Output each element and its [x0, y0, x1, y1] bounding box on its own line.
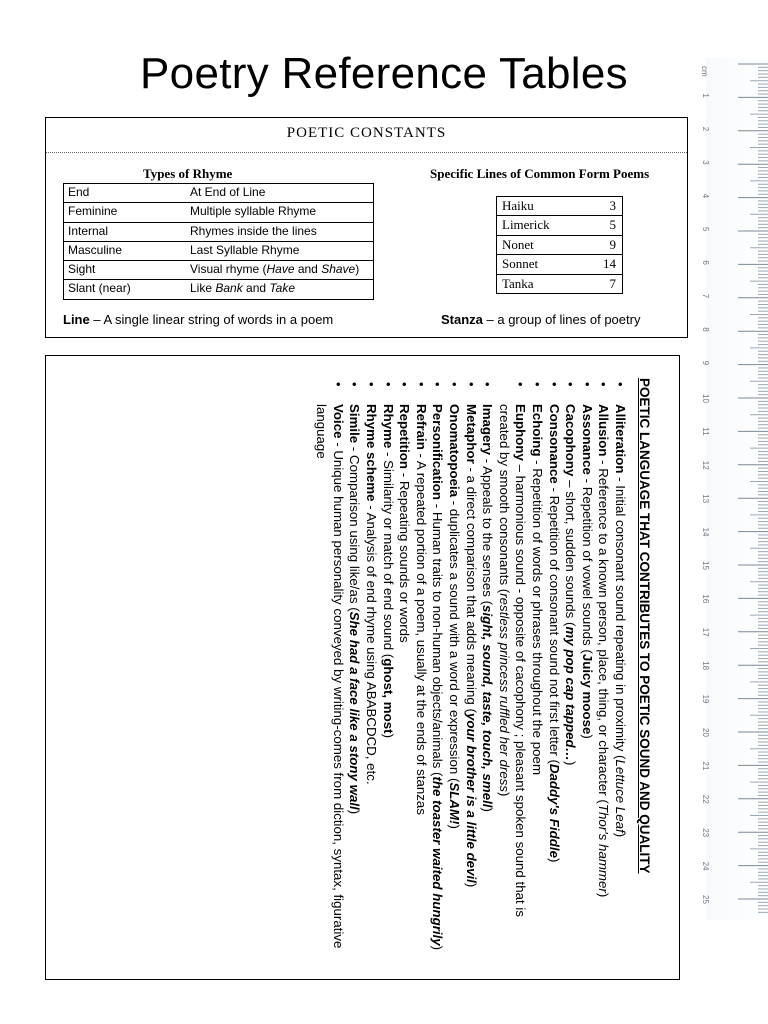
ruler-number: 13 — [701, 494, 710, 504]
bold-run: Alliteration — [613, 404, 628, 474]
bold-run: Simile — [347, 404, 363, 444]
rhyme-types-table — [63, 183, 374, 300]
text-run: Like — [190, 281, 216, 296]
bold-italic-example: sight, sound, taste, touch, smell — [480, 605, 496, 808]
line-term: Line — [63, 312, 90, 327]
poetic-device-item — [462, 378, 479, 963]
bold-italic-example: SLAM! — [447, 782, 463, 825]
text-run: - A repeated portion of a poem, usually at the ends of stanzas — [413, 449, 429, 815]
poetic-language-list — [313, 378, 628, 963]
poetic-device-item — [611, 378, 628, 963]
italic-example: Shave — [321, 262, 356, 277]
ruler-number: 24 — [701, 861, 710, 871]
rhyme-row — [64, 242, 373, 261]
ruler-number: 22 — [701, 794, 710, 804]
poetic-device-item — [363, 378, 380, 963]
bold-run: ghost, most — [380, 658, 396, 734]
poetic-language-heading: POETIC LANGUAGE THAT CONTRIBUTES TO POETIC SOUND AND QUALITY — [637, 378, 652, 874]
ruler-number: 16 — [701, 594, 710, 604]
ruler-number: 14 — [701, 527, 710, 537]
rhyme-term: Sight — [68, 262, 96, 277]
italic-example: Take — [269, 281, 295, 296]
poetic-device-item — [495, 378, 528, 963]
text-run: – harmonious sound - opposite of cacophony ; pleasant spoken sound that is created by smooth consonants ( — [496, 404, 529, 917]
poetic-device-item — [562, 378, 579, 963]
form-name: Haiku — [502, 198, 534, 213]
poetic-device-item — [429, 378, 446, 963]
page-title: Poetry Reference Tables — [140, 49, 628, 98]
text-run: - Reference to a known person, place, thing, or character ( — [596, 456, 612, 804]
bold-run: Refrain — [413, 404, 429, 450]
text-run: - Repetition of consonant sound not first letter ( — [546, 483, 562, 764]
ruler-number: 21 — [701, 761, 710, 771]
form-name: Sonnet — [502, 256, 539, 272]
line-definition — [63, 312, 333, 327]
ruler-number: 17 — [701, 627, 710, 637]
text-run: - Unique human personality conveyed by writing-comes from diction, syntax, figurative language — [314, 404, 346, 949]
text-run: ) — [613, 832, 628, 838]
ruler-number: 11 — [701, 427, 710, 436]
ruler-number: 3 — [701, 160, 710, 165]
text-run: Visual rhyme ( — [190, 262, 267, 277]
text-run: - a direct comparison that adds meaning ( — [463, 463, 479, 713]
rhyme-definition — [190, 203, 373, 221]
bold-italic-example: She had a face like a stony wall — [347, 611, 363, 810]
poetic-device-item — [578, 378, 595, 963]
ruler-number: 19 — [701, 694, 710, 704]
ruler-number: 8 — [701, 327, 710, 332]
poetic-device-item — [412, 378, 429, 963]
rotated-content — [94, 378, 654, 963]
bold-run: Consonance — [546, 404, 562, 484]
ruler-number: 23 — [701, 828, 710, 838]
constants-heading: POETIC CONSTANTS — [286, 125, 447, 141]
ruler-scale — [700, 58, 768, 920]
rhyme-row — [64, 261, 373, 280]
ruler-number: 7 — [701, 293, 710, 299]
text-run: - Repeating sounds or words — [397, 469, 413, 643]
poetic-device-item — [528, 378, 545, 963]
text-run: - Similarity or match of end sound ( — [380, 448, 396, 659]
poetic-device-item — [379, 378, 396, 963]
rhyme-definition — [190, 223, 373, 241]
ruler-number: 10 — [701, 394, 710, 403]
text-run: Rhymes inside the lines — [190, 223, 317, 238]
bold-run: Assonance — [579, 404, 595, 475]
form-line-count: 5 — [609, 217, 616, 233]
form-name: Nonet — [502, 236, 534, 252]
italic-example: restless princess ruffled her dress — [496, 593, 512, 793]
bold-run: Imagery — [480, 404, 496, 455]
ruler-number: 4 — [701, 193, 710, 199]
ruler-number: 25 — [701, 895, 710, 904]
bold-run: Metaphor — [463, 404, 479, 464]
text-run: - Comparison using like/as ( — [347, 443, 363, 612]
text-run: Last Syllable Rhyme — [190, 242, 300, 257]
text-run: and — [294, 262, 322, 277]
form-row — [497, 236, 622, 255]
rhyme-row — [64, 280, 373, 298]
form-row — [497, 255, 622, 274]
ruler-unit-label: cm — [700, 66, 709, 77]
line-def-text: – A single linear string of words in a poem — [89, 312, 334, 327]
text-run: - Initial consonant sound repeating in proximity ( — [613, 473, 628, 760]
ruler-number: 20 — [701, 728, 710, 737]
text-run: – short, sudden sounds ( — [563, 476, 579, 627]
poetic-constants-box — [45, 117, 688, 338]
rhyme-definition — [190, 242, 373, 260]
stanza-term: Stanza — [441, 312, 483, 327]
poetic-device-item — [396, 378, 413, 963]
text-run: - Appeals to the senses ( — [480, 455, 496, 606]
text-run: ) — [596, 892, 612, 898]
bold-run: Onomatopoeia — [447, 404, 463, 498]
bold-run: Euphony — [513, 404, 529, 461]
text-run: - duplicates a sound with a word or expression ( — [447, 497, 463, 783]
rhyme-term: Internal — [68, 223, 109, 238]
italic-example: Bank — [215, 281, 243, 296]
stanza-definition — [441, 312, 640, 327]
text-run: - Human traits to non-human objects/animals ( — [430, 500, 446, 777]
text-run: ) — [355, 262, 360, 277]
text-run: ) — [463, 882, 479, 888]
rhyme-term: Slant (near) — [68, 281, 131, 296]
poetic-device-item — [545, 378, 562, 963]
text-run: ) — [480, 807, 496, 812]
text-run: ) — [579, 734, 595, 739]
rhyme-definition — [190, 184, 373, 202]
form-name: Limerick — [502, 217, 550, 233]
text-run: ) — [380, 733, 396, 739]
form-line-count: 7 — [609, 275, 616, 291]
rhyme-row — [64, 203, 373, 222]
text-run: - Repetition of vowel sounds ( — [579, 474, 595, 654]
ruler-number: 18 — [701, 661, 710, 671]
form-row — [497, 197, 622, 216]
bold-italic-example: the toaster waited hungrily — [430, 776, 446, 946]
bold-run: Rhyme scheme — [364, 404, 380, 502]
poetic-device-item — [445, 378, 462, 963]
italic-example: Lettuce Leaf — [613, 759, 628, 833]
bold-run: Cacophony — [563, 404, 579, 477]
ruler-number: 1 — [701, 93, 710, 98]
text-run: and — [242, 281, 270, 296]
bold-italic-example: my pop cap tapped… — [563, 626, 579, 761]
ruler-number: 2 — [701, 126, 710, 132]
ruler-number: 5 — [701, 227, 710, 232]
poem-forms-table — [496, 196, 623, 294]
ruler-number: 6 — [701, 260, 710, 265]
form-row — [497, 216, 622, 235]
form-lines-heading: Specific Lines of Common Form Poems — [430, 166, 650, 181]
bold-run: Repetition — [397, 404, 413, 470]
form-line-count: 9 — [609, 236, 616, 252]
italic-example: Thor's hammer — [596, 803, 612, 893]
ruler-number: 9 — [701, 360, 710, 366]
rhyme-term: Masculine — [68, 242, 123, 257]
form-row — [497, 275, 622, 293]
bold-run: Voice — [330, 404, 346, 439]
text-run: At End of Line — [190, 185, 266, 199]
poetic-language-box — [45, 355, 680, 980]
ruler-number: 12 — [701, 460, 710, 470]
rhyme-row — [64, 223, 373, 242]
rhyme-types-heading: Types of Rhyme — [143, 166, 233, 181]
text-run: ) — [496, 792, 512, 797]
rhyme-term: Feminine — [68, 204, 118, 219]
poetic-device-item — [346, 378, 363, 963]
rhyme-term: End — [68, 185, 90, 199]
form-line-count: 14 — [603, 256, 616, 272]
rhyme-row — [64, 184, 373, 203]
rhyme-definition — [190, 261, 373, 279]
italic-example: Have — [266, 262, 295, 277]
ruler-number: 15 — [701, 561, 710, 570]
form-name: Tanka — [502, 275, 534, 291]
bold-run: Rhyme — [380, 404, 396, 449]
text-run: ) — [430, 945, 446, 951]
text-run: ) — [347, 809, 363, 815]
poetic-device-item — [479, 378, 496, 963]
bold-run: Allusion — [596, 404, 612, 457]
bold-italic-example: your brother is a little devil — [463, 712, 479, 883]
text-run: ) — [447, 824, 463, 829]
rhyme-definition — [190, 280, 373, 298]
text-run: ) — [563, 760, 579, 766]
form-line-count: 3 — [609, 198, 616, 213]
dotted-divider — [46, 152, 687, 153]
bold-run: Juicy moose — [579, 653, 595, 735]
text-run: ) — [546, 857, 562, 863]
bold-run: Echoing — [530, 404, 546, 457]
bold-italic-example: Daddy's Fiddle — [546, 763, 562, 858]
poetic-device-item — [595, 378, 612, 963]
text-run: Multiple syllable Rhyme — [190, 204, 317, 219]
bold-run: Personification — [430, 404, 446, 501]
ruler — [700, 58, 768, 920]
stanza-def-text: – a group of lines of poetry — [482, 312, 641, 327]
text-run: - Analysis of end rhyme using ABABCDCD, etc. — [364, 501, 380, 785]
poetic-device-item — [313, 378, 346, 963]
text-run: - Repetition of words or phrases throughout the poem — [530, 456, 546, 776]
